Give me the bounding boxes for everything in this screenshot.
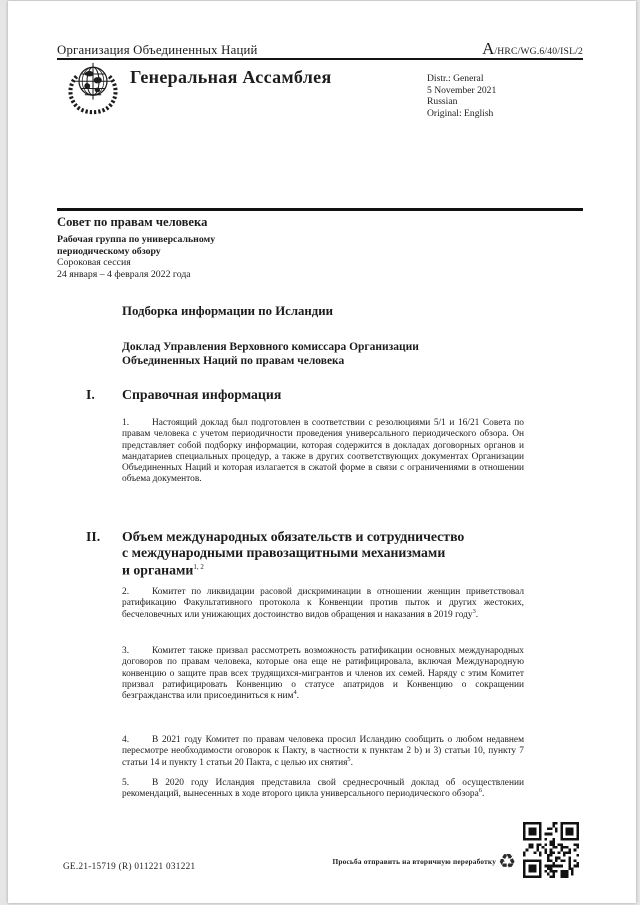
paragraph: 3. Комитет также призвал рассмотреть возможность ратификации основных международных договоров по правам человека, которые она еще не ратифицировала, включая Международную конвенцию о защите прав всех трудящихся-мигрантов и членов их семей. Наряду с этим Комитет призвал ратифицировать Конвенцию о статусе апатридов и Конвенцию о сокращении безгражданства или присоединиться к ним$^4$.	[122, 646, 524, 701]
recycle-icon: ♻	[498, 849, 516, 873]
header-rule	[57, 58, 583, 60]
paragraph-number: 1.	[122, 418, 130, 428]
org-name: Организация Объединенных Наций	[57, 43, 258, 57]
paragraph: 4. В 2021 году Комитет по правам человека просил Исландию сообщить о любом недавнем пересмотре необходимости оговорок к Пакту, в частности к пунктам 2 b) и 3) статьи 10, пункту 7 статьи 14 и пункту 1 статьи 20 Пакта, с целью их снятия$^5$.	[122, 735, 524, 768]
session-dates: 24 января – 4 февраля 2022 года	[57, 268, 191, 280]
session-number: Сороковая сессия	[57, 257, 131, 269]
document-symbol	[482, 39, 583, 59]
paragraph-number: 5.	[122, 778, 130, 788]
assembly-title: Генеральная Ассамблея	[130, 67, 332, 87]
council-name: Совет по правам человека	[57, 215, 208, 229]
qr-code	[523, 822, 579, 878]
distr-block: Distr.: General 5 November 2021 Russian Original: English	[427, 73, 497, 119]
document-symbol-initial: A	[482, 39, 495, 58]
paragraph-number: 4.	[122, 735, 130, 745]
section-heading	[86, 529, 552, 578]
section-heading	[86, 387, 552, 403]
section-numeral: II.	[86, 529, 101, 544]
masthead-rule	[57, 208, 583, 211]
section-numeral: I.	[86, 387, 95, 402]
working-group-name: Рабочая группа по универсальному периодическому обзору	[57, 234, 216, 257]
footnote-marker: 6	[478, 787, 482, 795]
document-title: Подборка информации по Исландии	[122, 304, 334, 318]
recycle-note	[238, 851, 516, 871]
document-symbol-rest: /HRC/WG.6/40/ISL/2	[494, 46, 583, 57]
un-emblem-icon	[64, 61, 122, 120]
paragraph: 2. Комитет по ликвидации расовой дискриминации в отношении женщин приветствовал ратификацию Факультативного протокола к Конвенции против пыток и других жестоких, бесчеловечных или унижающих достоинство видов обращения и наказания в 2019 году$^3$.	[122, 587, 524, 620]
footnote-marker: 3	[472, 607, 476, 615]
section-title: Объем международных обязательств и сотрудничество с международными правозащитными механизмами и органами$^{1, 2}$	[122, 529, 465, 578]
document-page	[8, 1, 636, 903]
paragraph-number: 2.	[122, 587, 130, 597]
session-block	[57, 215, 215, 280]
paragraph: 5. В 2020 году Исландия представила свой среднесрочный доклад об осуществлении рекомендаций, вынесенных в ходе второго цикла универсального периодического обзора$^6$.	[122, 778, 524, 800]
heading-footnote-marker: 1, 2	[193, 563, 204, 572]
ge-number: GE.21-15719 (R) 011221 031221	[63, 861, 196, 871]
section-title: Справочная информация	[122, 387, 282, 402]
document-subtitle: Доклад Управления Верховного комиссара Организации Объединенных Наций по правам человека	[122, 341, 419, 367]
paragraph: 1. Настоящий доклад был подготовлен в соответствии с резолюциями 5/1 и 16/21 Совета по правам человека с учетом периодичности проведения универсального периодического обзора. Он представляет собой подборку информации, которая содержится в докладах договорных органов и мандатариев специальных процедур, а также в других соответствующих документах Организации Объединенных Наций и которая излагается в сжатой форме в связи с ограничениями в отношении объема документов.	[122, 418, 524, 485]
recycle-text: Просьба отправить на вторичную переработку	[332, 856, 497, 866]
paragraph-number: 3.	[122, 646, 130, 656]
footnote-marker: 5	[347, 755, 351, 763]
footnote-marker: 4	[293, 688, 297, 696]
